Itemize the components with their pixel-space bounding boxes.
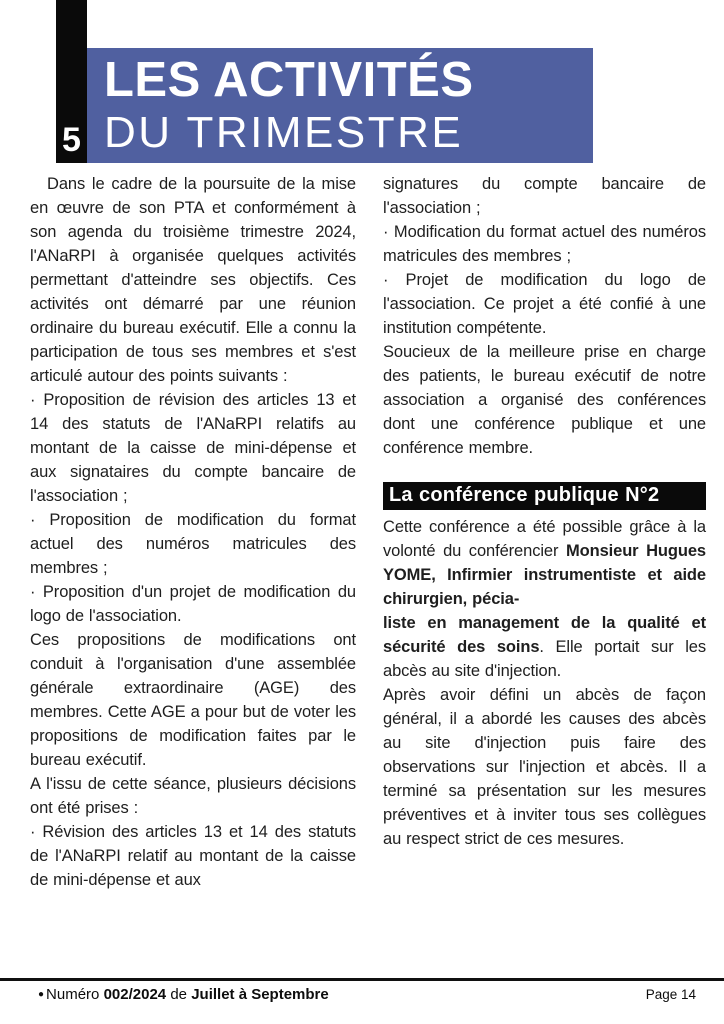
- body-text: · Proposition de révision des articles 13 et 14 des statuts de l'ANaRPI relatifs au montant de la caisse de mini-dépense et aux signataires du compte bancaire de l'association ;: [30, 391, 356, 505]
- body-text: Soucieux de la meilleure prise en charge des patients, le bureau exécutif de notre association a organisé des conférences dont une conférence publique et une conférence membre.: [383, 343, 706, 457]
- issue-number: 002/2024: [103, 986, 167, 1003]
- bullet-icon: ●: [38, 989, 45, 1000]
- body-text: · Modification du format actuel des numéros matricules des membres ;: [383, 223, 706, 265]
- issue-label: Numéro: [46, 986, 100, 1003]
- paragraph: [30, 388, 356, 508]
- paragraph: [30, 820, 356, 892]
- paragraph: [383, 515, 706, 683]
- page-subtitle: DU TRIMESTRE: [104, 108, 464, 157]
- body-text: · Révision des articles 13 et 14 des statuts de l'ANaRPI relatif au montant de la caisse de mini-dépense et aux: [30, 823, 356, 889]
- section-heading: La conférence publique N°2: [383, 482, 706, 510]
- title-banner: [87, 48, 593, 163]
- issue-info: [38, 986, 329, 1003]
- body-text: Après avoir défini un abcès de façon général, il a abordé les causes des abcès au site d'injection puis faire des observations sur l'injection et abcès. Il a terminé sa présentation sur les mesures préventives et à inviter tous ses collègues au respect strict de ces mesures.: [383, 686, 706, 848]
- paragraph: [383, 340, 706, 460]
- bold-text: Monsieur Hugues YOME, Infirmier instrumentiste et aide chirurgien, pécia-: [383, 542, 706, 608]
- body-text: signatures du compte bancaire de l'association ;: [383, 175, 706, 217]
- paragraph: [30, 772, 356, 820]
- body-text: Ces propositions de modifications ont conduit à l'organisation d'une assemblée générale extraordinaire (AGE) des membres. Cette AGE a pour but de voter les propositions de modification faites par le bureau exécutif.: [30, 631, 356, 769]
- page-number: Page 14: [645, 987, 696, 1002]
- footer-rule: [0, 978, 724, 981]
- section-number: 5: [62, 121, 81, 159]
- paragraph: [383, 268, 706, 340]
- paragraph: [30, 172, 356, 388]
- body-text: . Elle portait sur les abcès au site d'injection.: [383, 638, 706, 680]
- body-text: A l'issu de cette séance, plusieurs décisions ont été prises :: [30, 775, 356, 817]
- left-column: [30, 172, 356, 892]
- page-footer: [38, 986, 696, 1003]
- paragraph: [30, 508, 356, 580]
- paragraph: [30, 580, 356, 628]
- body-text: Dans le cadre de la poursuite de la mise en œuvre de son PTA et conformément à son agenda du troisième trimestre 2024, l'ANaRPI à organisée quelques activités permettant d'atteindre ses objectifs. Ces activités ont démarré par une réunion ordinaire du bureau exécutif. Elle a connu la participation de tous ses membres et s'est articulé autour des points suivants :: [30, 175, 356, 385]
- bold-text: liste en management de la qualité et sécurité des soins: [383, 614, 706, 656]
- body-text: · Projet de modification du logo de l'association. Ce projet a été confié à une institution compétente.: [383, 271, 706, 337]
- issue-period: Juillet à Septembre: [191, 986, 329, 1003]
- article-body: [30, 172, 706, 892]
- body-text: Cette conférence a été possible grâce à la volonté du conférencier: [383, 518, 706, 560]
- paragraph: [383, 220, 706, 268]
- section-number-bar: [56, 0, 87, 163]
- body-text: · Proposition de modification du format actuel des numéros matricules des membres ;: [30, 511, 356, 577]
- right-column: [383, 172, 706, 892]
- paragraph: [30, 628, 356, 772]
- body-text: · Proposition d'un projet de modification du logo de l'association.: [30, 583, 356, 625]
- paragraph: [383, 683, 706, 851]
- issue-de: de: [170, 986, 188, 1003]
- paragraph: [383, 172, 706, 220]
- page-title: LES ACTIVITÉS: [104, 53, 474, 107]
